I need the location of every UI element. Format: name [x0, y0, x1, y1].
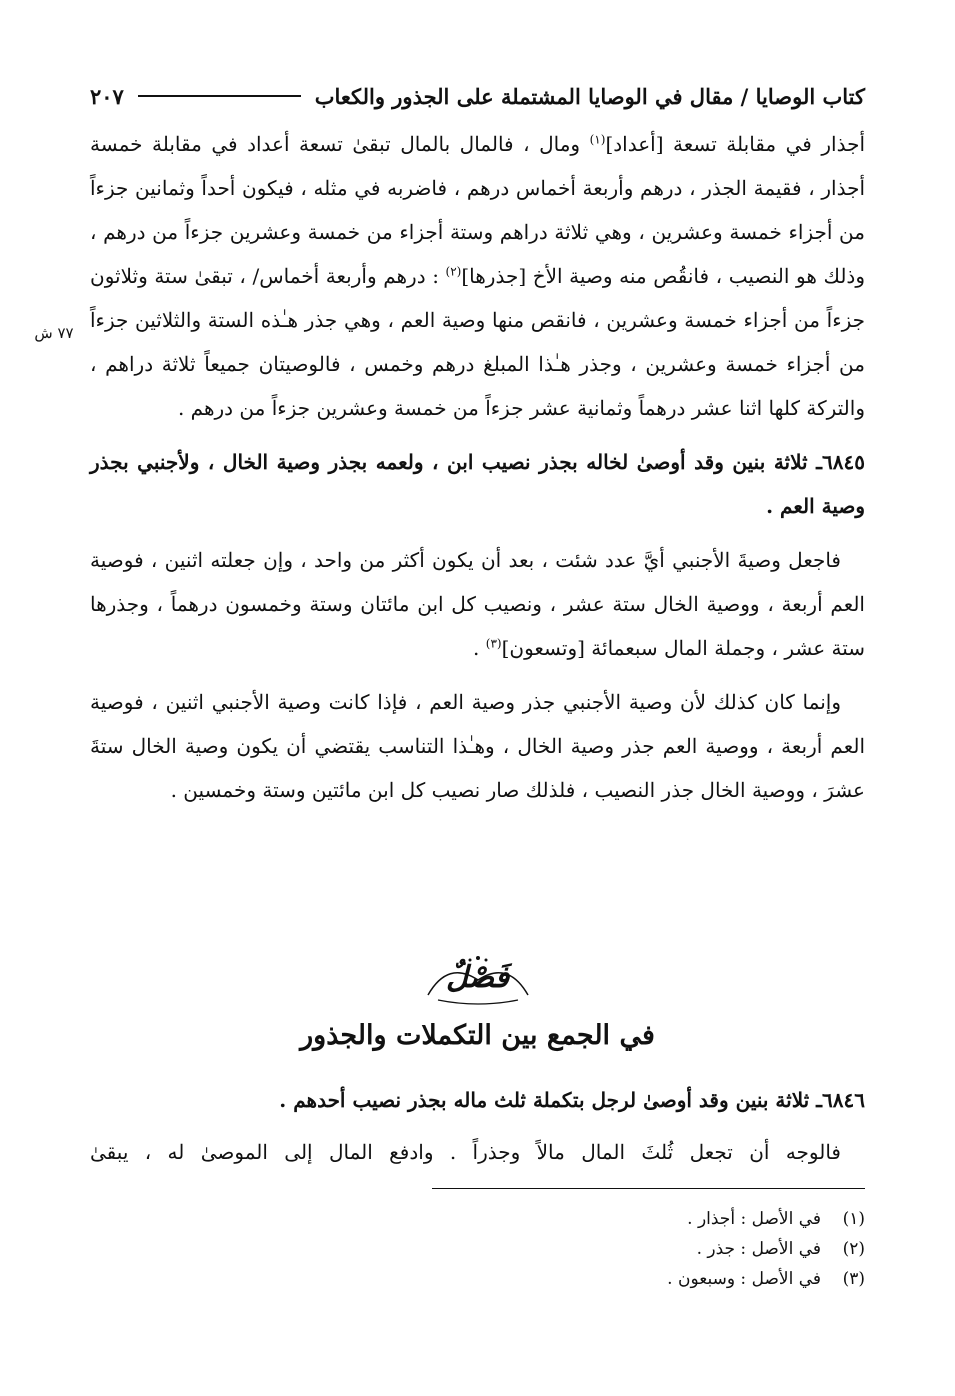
- paragraph-4: فالوجه أن تجعل ثُلثَ المال مالاً وجذراً . وادفع المال إلى الموصىٰ له ، يبقىٰ: [90, 1140, 841, 1164]
- footnote-text: في الأصل : وسبعون .: [667, 1269, 821, 1289]
- footnote-ref-3[interactable]: (٣): [485, 636, 502, 651]
- footnote-rule: [432, 1188, 865, 1189]
- footnote-number: (٢): [842, 1239, 865, 1259]
- footnote-1: [90, 1204, 865, 1234]
- footnote-number: (١): [842, 1209, 865, 1229]
- spacer: [90, 430, 865, 440]
- running-header: [90, 76, 865, 116]
- footnotes: [90, 1204, 865, 1294]
- footnote-ref-1[interactable]: (١): [589, 132, 606, 147]
- header-rule: [138, 95, 301, 97]
- paragraph-1-part-a: أجذار في مقابلة تسعة [أعداد]: [605, 132, 866, 156]
- paragraph-1: [90, 122, 865, 430]
- chapter-label: فَصْلٌ: [445, 960, 510, 995]
- paragraph-2-part-a: فاجعل وصيةَ الأجنبي أيَّ عدد شئت ، بعد أن يكون أكثر من واحد ، وإن جعلته اثنين ، فوصية العم أربعة ، ووصية الخال ستة عشر ، ونصيب كل ابن مائتان وستة وخمسون درهماً ، وجذرها ستة عشر ، وجملة المال سبعمائة [وتسعون]: [90, 548, 865, 660]
- footnote-text: في الأصل : جذر .: [696, 1239, 821, 1259]
- footnote-text: في الأصل : أجذار .: [687, 1209, 821, 1229]
- section-title: في الجمع بين التكملات والجذور: [300, 1020, 655, 1051]
- footnote-number: (٣): [842, 1269, 865, 1289]
- paragraph-2-part-b: .: [473, 636, 486, 660]
- problem-6846: ٦٨٤٦ـ ثلاثة بنين وقد أوصىٰ لرجل بتكملة ثلث ماله بجذر نصيب أحدهم .: [279, 1088, 865, 1112]
- footnote-ref-2[interactable]: (٢): [445, 264, 462, 279]
- footnote-3: [90, 1264, 865, 1294]
- paragraph-2: [90, 538, 865, 670]
- spacer: [90, 670, 865, 680]
- header-title: كتاب الوصايا / مقال في الوصايا المشتملة على الجذور والكعاب: [314, 83, 865, 109]
- footnote-2: [90, 1234, 865, 1264]
- problem-6845: ٦٨٤٥ـ ثلاثة بنين وقد أوصىٰ لخاله بجذر نصيب ابن ، ولعمه بجذر وصية الخال ، ولأجنبي بجذر وصية العم .: [90, 450, 865, 518]
- page-number: ٢٠٧: [90, 83, 124, 109]
- margin-folio-note: ٧٧ ش: [34, 324, 74, 342]
- spacer: [90, 528, 865, 538]
- body-text: [90, 122, 865, 812]
- paragraph-1-part-b: ومال ، فالمال بالمال تبقىٰ تسعة أعداد في مقابلة خمسة أجذار ، فقيمة الجذر ، درهم وأربعة أخماس درهم ، فاضربه في مثله ، فيكون أحداً وثمانين جزءاً من أجزاء خمسة وعشرين ، وهي ثلاثة دراهم وستة أجزاء من خمسة وعشرين جزءاً من درهم ، وذلك هو النصيب ، فانقُص منه وصية الأخ [جذرها]: [90, 132, 865, 288]
- paragraph-3: وإنما كان كذلك لأن وصية الأجنبي جذر وصية العم ، فإذا كانت وصية الأجنبي اثنين ، فوصية العم أربعة ، ووصية العم جذر وصية الخال ، وهـٰذا التناسب يقتضي أن يكون وصية الخال ستةَ عشرَ ، ووصية الخال جذر النصيب ، فلذلك صار نصيب كل ابن مائتين وستة وخمسين .: [90, 690, 865, 802]
- paragraph-1-part-c: : درهم وأربعة أخماس/ ، تبقىٰ ستة وثلاثون جزءاً من أجزاء خمسة وعشرين ، فانقص منها وصية العم ، وهي جذر هـٰذه الستة والثلاثين جزءاً من أجزاء خمسة وعشرين ، وجذر هـٰذا المبلغ درهم وخمس ، فالوصيتان جميعاً ثلاثة دراهم ، والتركة كلها اثنا عشر درهماً وثمانية عشر جزءاً من خمسة وعشرين جزءاً من درهم .: [90, 264, 865, 420]
